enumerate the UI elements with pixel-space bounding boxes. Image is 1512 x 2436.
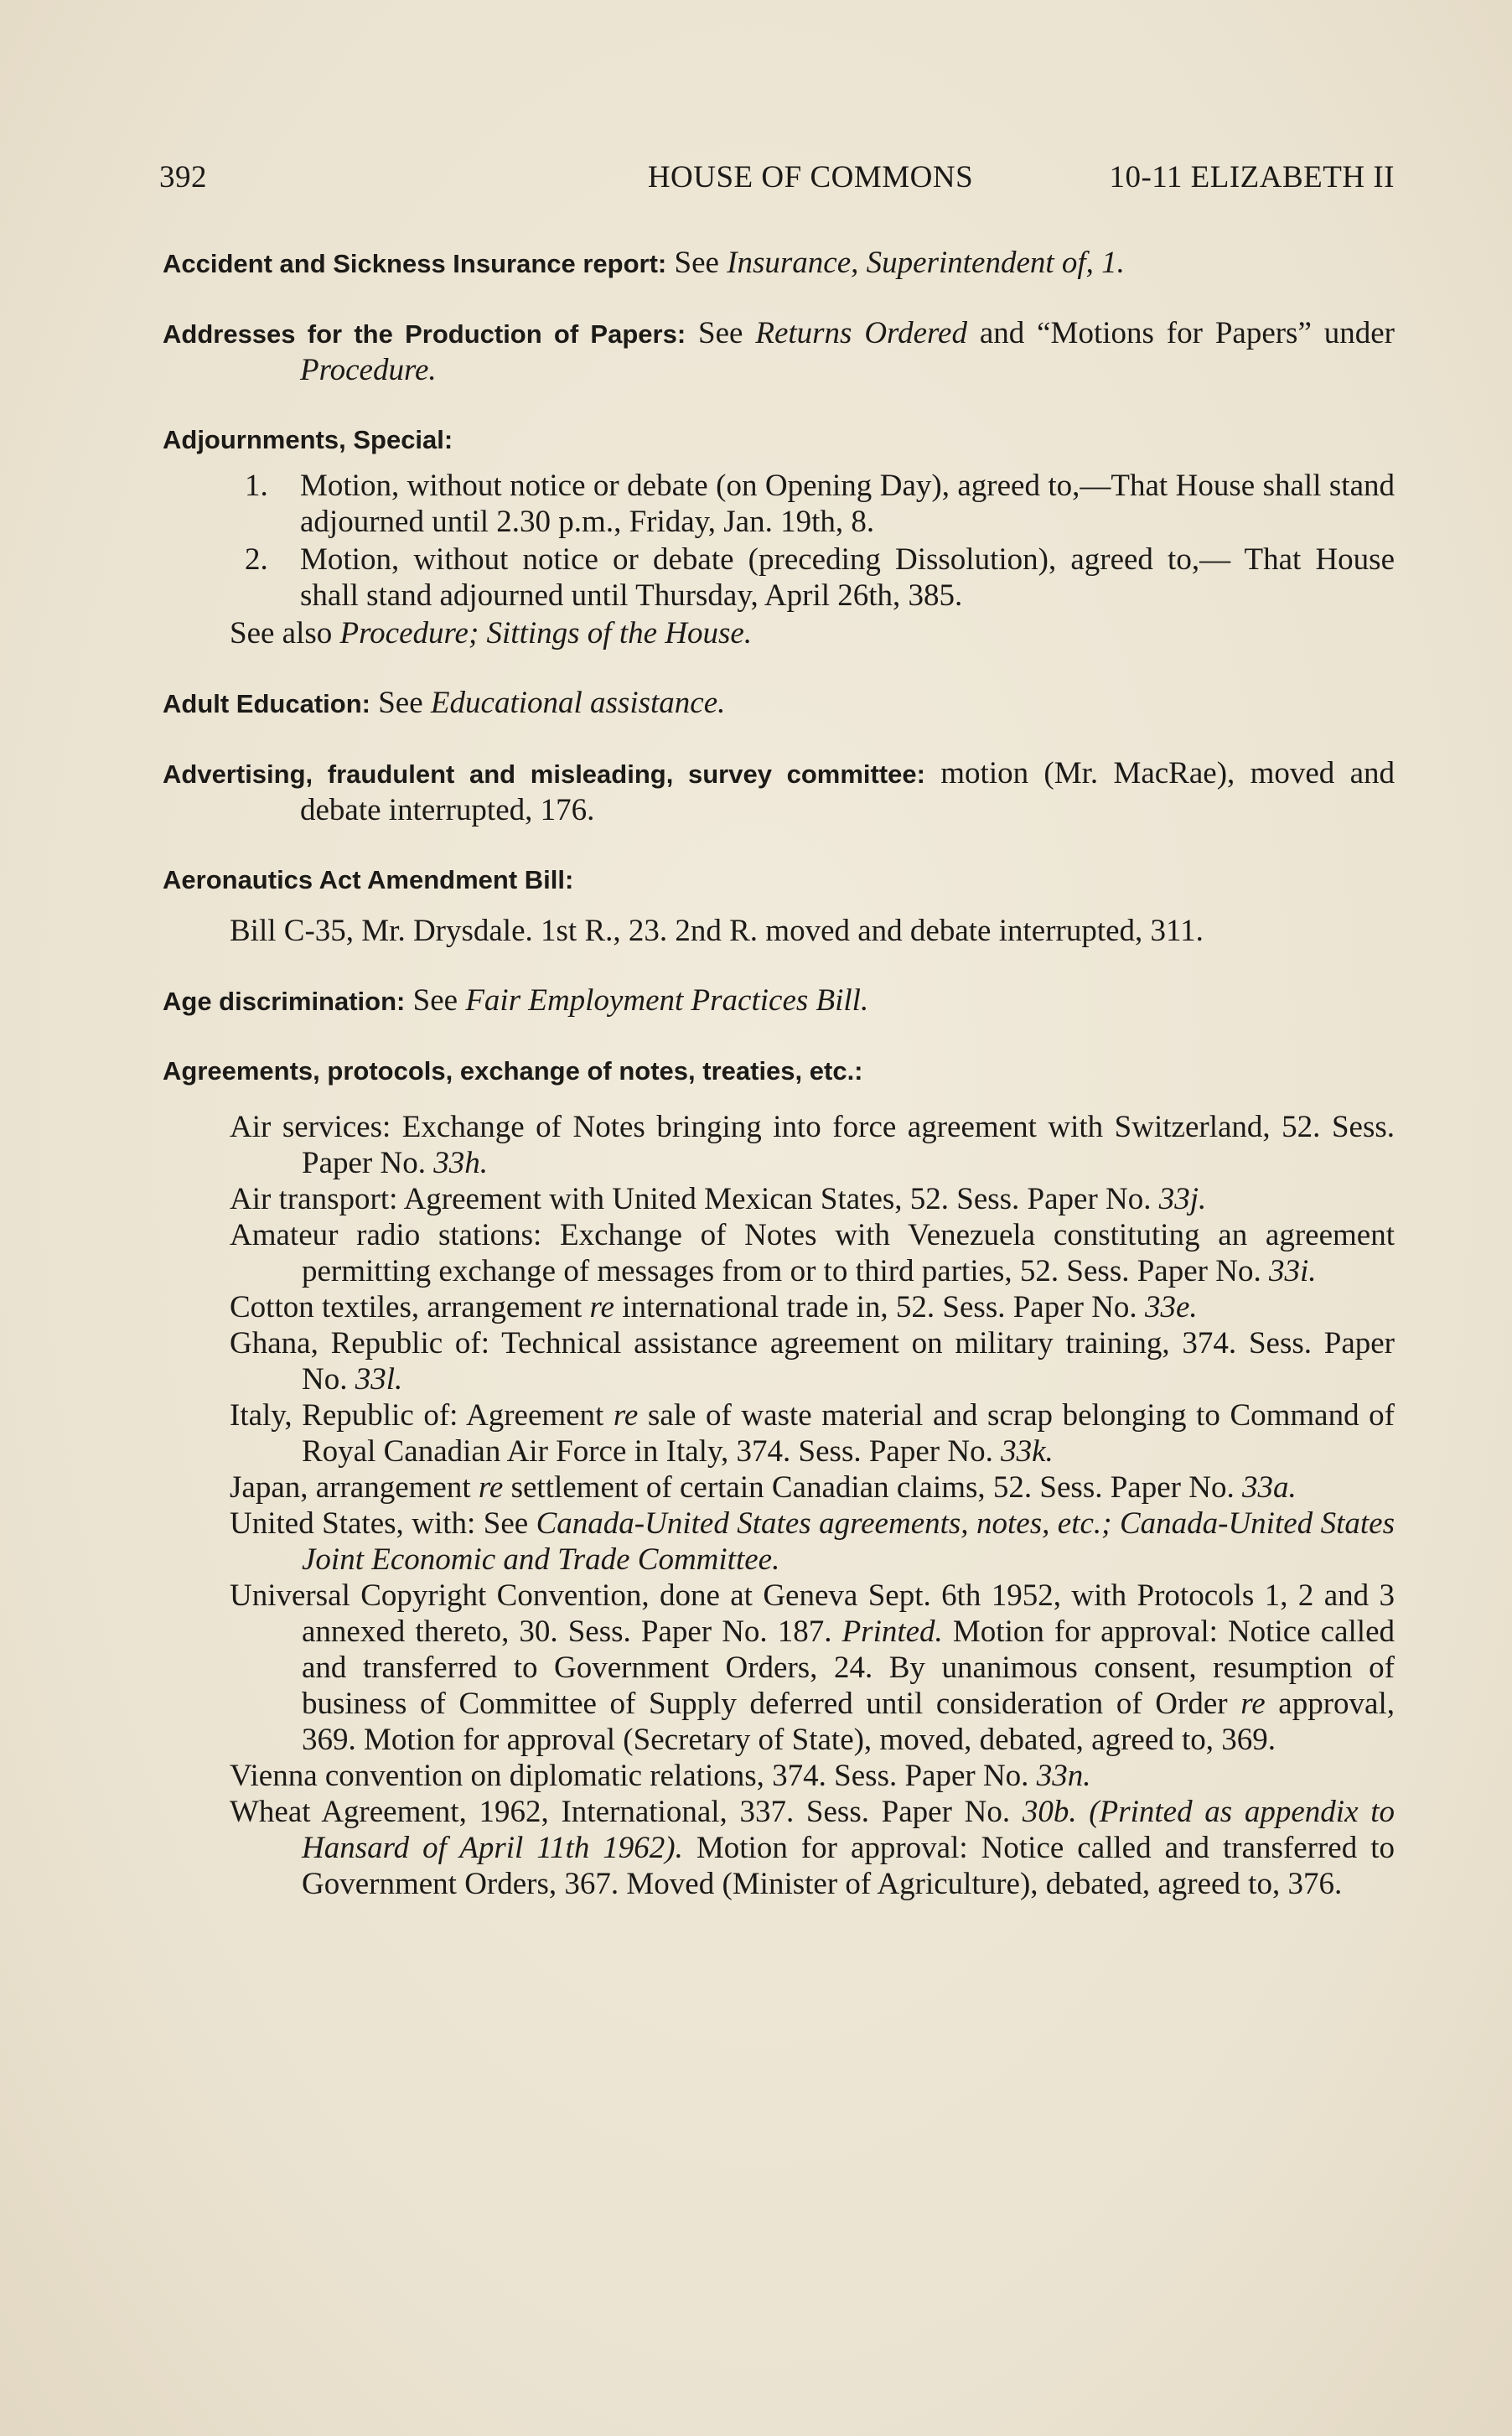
entry-heading: Addresses for the Production of Papers: <box>163 319 686 349</box>
entry-text: and “Motions for Papers” under <box>966 316 1395 350</box>
entry-text: See <box>686 316 756 350</box>
index-entry <box>163 982 1395 1019</box>
entry-heading: Agreements, protocols, exchange of notes, treaties, etc.: <box>163 1056 863 1086</box>
sub-entry-text: Universal Copyright Convention, done at Geneva Sept. 6th 1952, with Protocols 1, 2 and 3 annexed thereto, 30. Sess. Paper No. 187. <box>230 1578 1395 1649</box>
numbered-item <box>163 542 1395 614</box>
index-entry <box>163 422 1395 651</box>
entry-heading: Adjournments, Special: <box>163 425 453 454</box>
sub-entry-text: Motion for approval: Notice called and transferred to Government Orders, 367. Moved (Minister of Agriculture), debated, agreed to, 376. <box>302 1831 1395 1901</box>
entry-heading: Age discrimination: <box>163 987 406 1016</box>
item-number: 1. <box>245 469 268 503</box>
sub-entry-text: Amateur radio stations: Exchange of Notes with Venezuela constituting an agreement permitting exchange of messages from or to third parties, 52. Sess. Paper No. <box>230 1218 1395 1288</box>
see-also-reference: Procedure; Sittings of the House. <box>339 616 753 650</box>
index-entry <box>163 685 1395 722</box>
entry-text: See <box>405 983 466 1018</box>
running-header <box>159 159 1395 201</box>
item-text: Motion, without notice or debate (on Opening Day), agreed to,—That House shall stand adjourned until 2.30 p.m., Friday, Jan. 19th, 8. <box>300 469 1395 539</box>
entry-heading: Accident and Sickness Insurance report: <box>163 249 667 278</box>
paper-number: 33l. <box>355 1362 403 1397</box>
regnal-year: 10-11 ELIZABETH II <box>1109 160 1395 194</box>
sub-entry-text: Japan, arrangement <box>230 1470 479 1505</box>
sub-entry <box>163 1217 1395 1289</box>
re-word: re <box>613 1398 639 1433</box>
sub-entry <box>163 1289 1395 1325</box>
paper-number: 33j. <box>1158 1182 1207 1216</box>
paper-number: 30b. <box>1022 1795 1077 1829</box>
index-entry <box>163 1053 1395 1902</box>
sub-entry-text: United States, with: See <box>230 1506 536 1541</box>
sub-entry-text: settlement of certain Canadian claims, 52. Sess. Paper No. <box>503 1470 1242 1505</box>
item-number: 2. <box>245 542 268 577</box>
index-entry <box>163 315 1395 388</box>
paper-number: 33i. <box>1268 1254 1317 1288</box>
sub-entry <box>163 1578 1395 1758</box>
entry-reference: Educational assistance. <box>430 686 726 720</box>
sub-entry <box>163 1325 1395 1397</box>
sub-entry-text: international trade in, 52. Sess. Paper No. <box>614 1290 1145 1324</box>
cross-reference: Canada-United States agreements, notes, etc.; Canada-United States Joint Economic and Trade Committee. <box>302 1506 1395 1577</box>
entry-reference: Fair Employment Practices Bill. <box>465 983 869 1018</box>
sub-entry-text: Italy, Republic of: Agreement <box>230 1398 614 1433</box>
sub-entry <box>163 1469 1395 1506</box>
index-content <box>163 245 1395 1936</box>
entry-heading: Advertising, fraudulent and misleading, survey committee: <box>163 759 925 789</box>
sub-entry <box>163 1506 1395 1578</box>
sub-entry <box>163 1181 1395 1217</box>
item-text: Motion, without notice or debate (preceding Dissolution), agreed to,— That House shall stand adjourned until Thursday, April 26th, 385. <box>300 542 1395 613</box>
entry-body: Bill C-35, Mr. Drysdale. 1st R., 23. 2nd R. moved and debate interrupted, 311. <box>230 914 1204 948</box>
entry-heading: Adult Education: <box>163 689 370 718</box>
index-entry <box>163 755 1395 828</box>
sub-entry <box>163 1109 1395 1181</box>
sub-entry <box>163 1397 1395 1469</box>
paper-number: 33n. <box>1036 1759 1091 1793</box>
sub-entry <box>163 1794 1395 1902</box>
sub-entry <box>163 1758 1395 1794</box>
entry-text: See <box>666 246 728 280</box>
index-entry <box>163 862 1395 949</box>
paper-number: 33h. <box>433 1146 488 1180</box>
paper-number: 33a. <box>1241 1470 1297 1505</box>
entry-reference: Insurance, Superintendent of, 1. <box>727 246 1125 280</box>
sub-entry-text: Cotton textiles, arrangement <box>230 1290 590 1324</box>
entry-reference: Procedure. <box>300 353 437 387</box>
numbered-item <box>163 468 1395 540</box>
sub-entry-text: Motion for approval: Notice called and transferred to Government Orders, 24. By unanimous consent, resumption of business of Committee of Supply deferred until consideration of Order <box>302 1614 1395 1721</box>
entry-reference: Returns Ordered <box>755 316 967 350</box>
entry-text: motion (Mr. MacRae), moved and debate interrupted, 176. <box>300 756 1395 827</box>
sub-entry-text: Wheat Agreement, 1962, International, 337. Sess. Paper No. <box>230 1795 1023 1829</box>
entry-heading: Aeronautics Act Amendment Bill: <box>163 865 574 894</box>
paper-number: 33k. <box>1001 1434 1054 1469</box>
sub-entry-text: Vienna convention on diplomatic relations, 374. Sess. Paper No. <box>230 1759 1037 1793</box>
printed-note: Printed. <box>841 1614 943 1649</box>
see-also-label: See also <box>230 616 340 650</box>
re-word: re <box>478 1470 504 1505</box>
sub-entry-text: Air transport: Agreement with United Mexican States, 52. Sess. Paper No. <box>230 1182 1159 1216</box>
sub-entry-text: approval, 369. Motion for approval (Secretary of State), moved, debated, agreed to, 369. <box>302 1687 1395 1757</box>
page-title: HOUSE OF COMMONS <box>647 160 974 194</box>
index-entry <box>163 245 1395 282</box>
paper-number: 33e. <box>1144 1290 1198 1324</box>
re-word: re <box>1240 1687 1266 1721</box>
page-number: 392 <box>159 160 207 194</box>
sub-entry-text: Ghana, Republic of: Technical assistance agreement on military training, 374. Sess. Paper No. <box>230 1326 1395 1397</box>
entry-text: See <box>370 686 431 720</box>
printed-note: (Printed as appendix to Hansard of April 11th 1962). <box>302 1795 1395 1865</box>
re-word: re <box>589 1290 614 1324</box>
sub-entry-list <box>163 1109 1395 1902</box>
sub-entry-text: Air services: Exchange of Notes bringing into force agreement with Switzerland, 52. Sess. Paper No. <box>230 1110 1395 1180</box>
see-also <box>163 615 1395 651</box>
sub-entry-text: sale of waste material and scrap belonging to Command of Royal Canadian Air Force in Italy, 374. Sess. Paper No. <box>302 1398 1395 1469</box>
